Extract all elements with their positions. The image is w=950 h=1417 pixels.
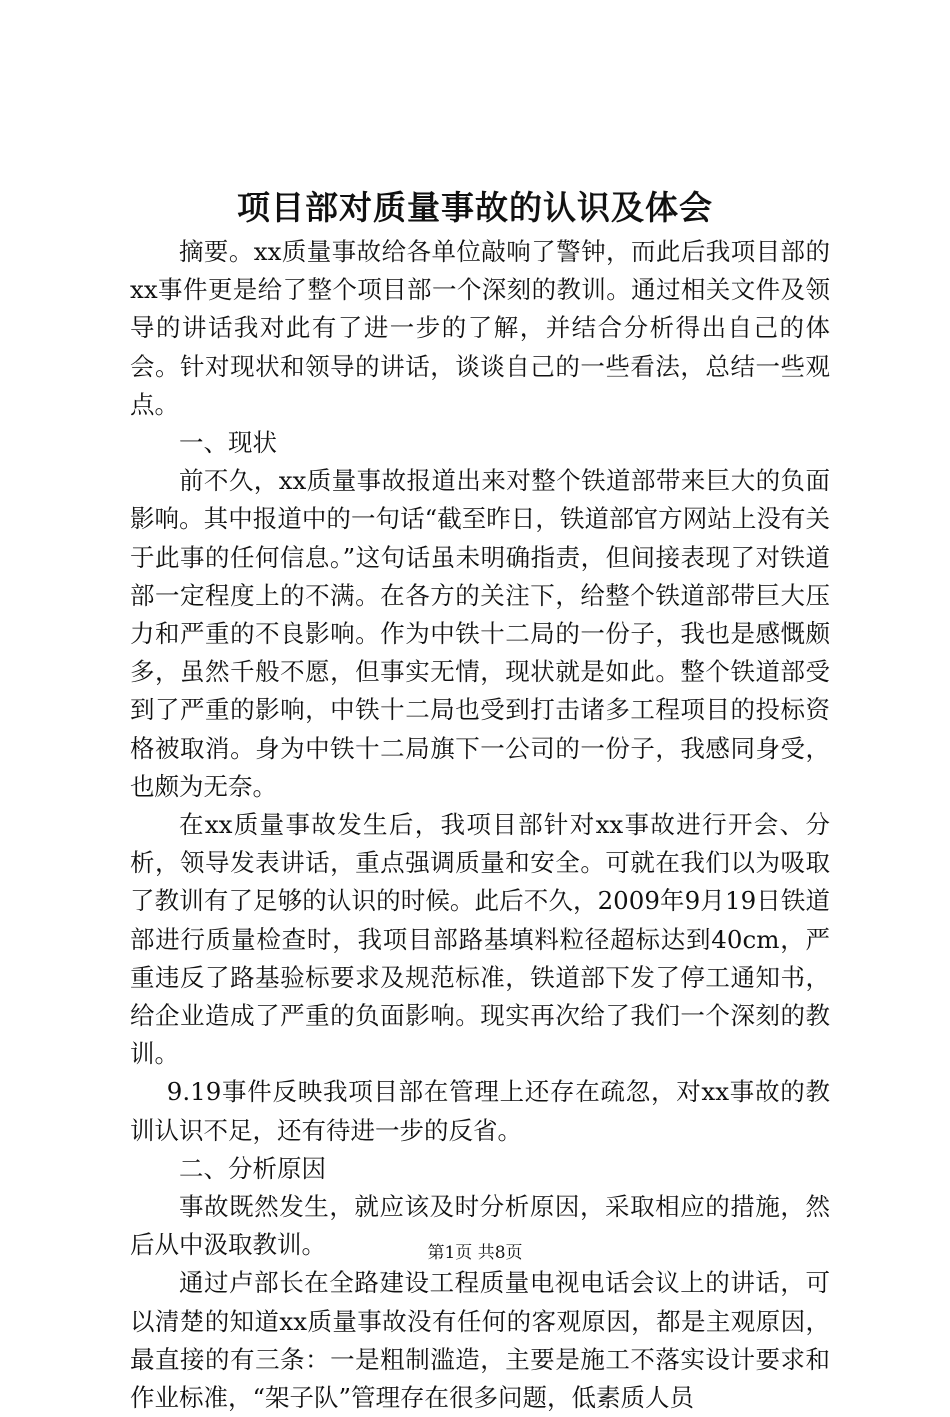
document-body	[130, 233, 830, 1417]
abstract-paragraph: 摘要。xx质量事故给各单位敲响了警钟，而此后我项目部的xx事件更是给了整个项目部一个深刻的教训。通过相关文件及领导的讲话我对此有了进一步的了解，并结合分析得出自己的体会。针对现状和领导的讲话，谈谈自己的一些看法，总结一些观点。	[130, 237, 830, 419]
incident-paragraph: 在xx质量事故发生后，我项目部针对xx事故进行开会、分析，领导发表讲话，重点强调质量和安全。可就在我们以为吸取了教训有了足够的认识的时候。此后不久，2009年9月19日铁道部进行质量检查时，我项目部路基填料粒径超标达到40cm，严重违反了路基验标要求及规范标准，铁道部下发了停工通知书，给企业造成了严重的负面影响。现实再次给了我们一个深刻的教训。	[130, 810, 830, 1069]
status-paragraph: 前不久，xx质量事故报道出来对整个铁道部带来巨大的负面影响。其中报道中的一句话“截至昨日，铁道部官方网站上没有关于此事的任何信息。”这句话虽未明确指责，但间接表现了对铁道部一定程度上的不满。在各方的关注下，给整个铁道部带巨大压力和严重的不良影响。作为中铁十二局的一份子，我也是感慨颇多，虽然千般不愿，但事实无情，现状就是如此。整个铁道部受到了严重的影响，中铁十二局也受到打击诸多工程项目的投标资格被取消。身为中铁十二局旗下一公司的一份子，我感同身受，也颇为无奈。	[130, 466, 830, 801]
analysis-paragraph: 通过卢部长在全路建设工程质量电视电话会议上的讲话，可以清楚的知道xx质量事故没有任何的客观原因，都是主观原因，最直接的有三条：一是粗制滥造，主要是施工不落实设计要求和作业标准，“架子队”管理存在很多问题，低素质人员	[130, 1268, 830, 1413]
analysis-intro-paragraph: 事故既然发生，就应该及时分析原因，采取相应的措施，然后从中汲取教训。	[130, 1192, 830, 1260]
section-heading-status: 一、现状	[179, 428, 277, 458]
reflection-paragraph: 9.19事件反映我项目部在管理上还存在疏忽，对xx事故的教训认识不足，还有待进一步的反省。	[130, 1077, 830, 1145]
page-footer: 第1页 共8页	[427, 1243, 523, 1263]
document-title: 项目部对质量事故的认识及体会	[237, 188, 713, 227]
section-heading-analysis: 二、分析原因	[179, 1153, 326, 1183]
